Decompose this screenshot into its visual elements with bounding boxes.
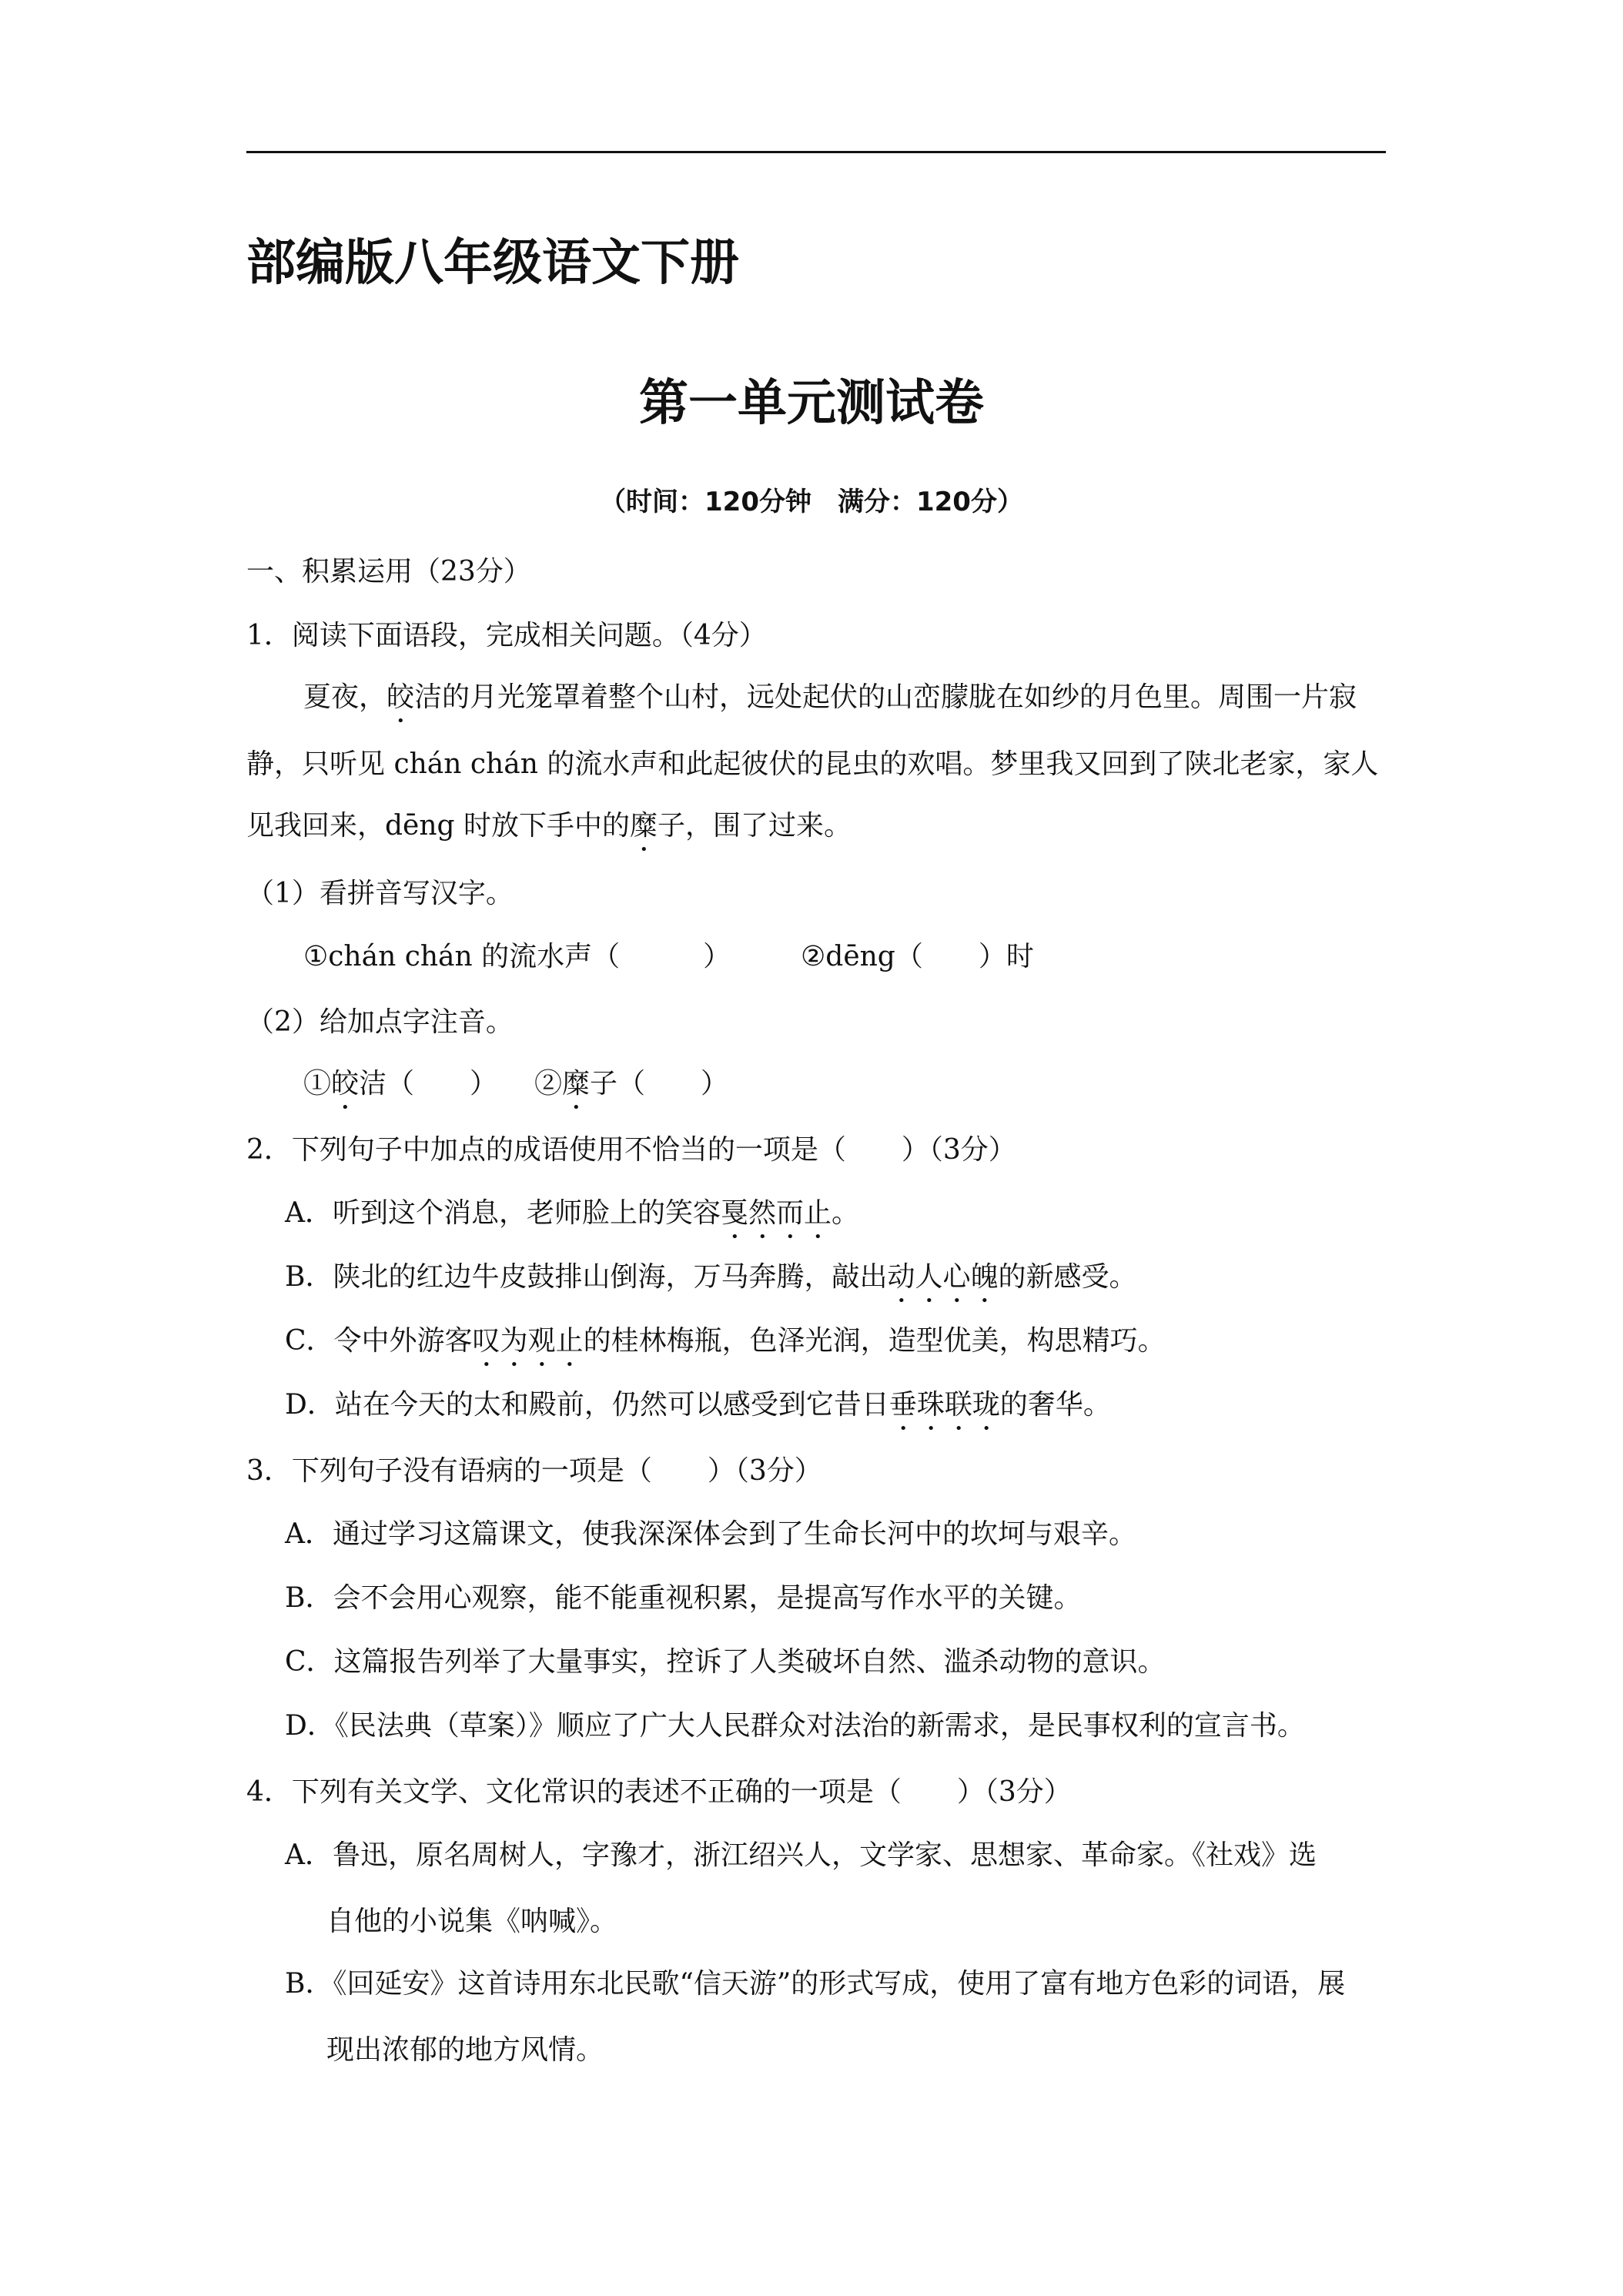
q2-c-post: 的桂林梅瓶，色泽光润，造型优美，构思精巧。 (583, 1325, 1166, 1357)
q1-sub2: （2）给加点字注音。 (246, 1006, 514, 1038)
q1-p1-a: 夏夜， (303, 681, 387, 713)
q1-passage-line-1 (303, 680, 1357, 729)
q1-p3-b: 子，围了过来。 (658, 810, 852, 842)
q1-sub2-item2-dotted: 糜 (562, 1068, 591, 1099)
q2-option-c (285, 1324, 1166, 1373)
q3-stem: 3．下列句子没有语病的一项是（ ）（3分） (246, 1455, 822, 1487)
q4-option-b-line-2: 现出浓郁的地方风情。 (326, 2034, 604, 2066)
q4-option-b-line-1: B．《回延安》这首诗用东北民歌“信天游”的形式写成，使用了富有地方色彩的词语，展 (285, 1968, 1346, 2000)
q3-option-c: C．这篇报告列举了大量事实，控诉了人类破坏自然、滥杀动物的意识。 (285, 1646, 1166, 1678)
q1-p1-b: 洁的月光笼罩着整个山村，远处起伏的山峦朦胧在如纱的月色里。周围一片寂 (414, 681, 1357, 713)
q1-stem: 1．阅读下面语段，完成相关问题。（4分） (246, 620, 767, 651)
q2-d-post: 的奢华。 (999, 1389, 1111, 1421)
q2-stem: 2．下列句子中加点的成语使用不恰当的一项是（ ）（3分） (246, 1134, 1016, 1166)
q3-option-d: D．《民法典（草案）》顺应了广大人民群众对法治的新需求，是民事权利的宣言书。 (285, 1710, 1305, 1742)
exam-meta: （时间：120分钟 满分：120分） (600, 487, 1023, 517)
q2-option-b (285, 1260, 1137, 1309)
document-subtitle: 第一单元测试卷 (639, 375, 984, 432)
q2-d-pre: D．站在今天的太和殿前，仍然可以感受到它昔日 (285, 1389, 889, 1421)
q2-d-idiom: 垂珠联珑 (888, 1389, 1000, 1421)
section-heading: 一、积累运用（23分） (246, 556, 531, 587)
q4-option-a-line-2: 自他的小说集《呐喊》。 (326, 1906, 618, 1937)
q4-stem: 4．下列有关文学、文化常识的表述不正确的一项是（ ）（3分） (246, 1776, 1072, 1808)
q1-sub1: （1）看拼音写汉字。 (246, 878, 514, 909)
q4-option-a-line-1: A．鲁迅，原名周树人，字豫才，浙江绍兴人，文学家、思想家、革命家。《社戏》选 (285, 1839, 1317, 1871)
q1-sub2-item1-num: ① (303, 1068, 332, 1099)
q3-option-b: B．会不会用心观察，能不能重视积累，是提高写作水平的关键。 (285, 1582, 1082, 1614)
q1-sub2-item2-num: ② (534, 1068, 563, 1099)
q1-sub2-item1-rest: 洁（ ） (359, 1068, 498, 1099)
q2-a-post: 。 (832, 1197, 860, 1229)
q2-option-d (285, 1387, 1111, 1437)
q2-b-post: 的新感受。 (998, 1261, 1137, 1293)
q2-option-a (285, 1196, 859, 1245)
q1-passage-line-2: 静，只听见 chán chán 的流水声和此起彼伏的昆虫的欢唱。梦里我又回到了陕北老家，家人 (246, 748, 1379, 780)
header-rule (246, 151, 1386, 153)
q2-c-pre: C．令中外游客 (285, 1325, 473, 1357)
q1-sub2-item1 (303, 1066, 497, 1116)
q2-b-pre: B．陕北的红边牛皮鼓排山倒海，万马奔腾，敲出 (285, 1261, 888, 1293)
document-title: 部编版八年级语文下册 (246, 235, 739, 292)
q1-sub1-item2: ②dēng（ ）时 (801, 941, 1034, 972)
q1-sub2-item2-rest: 子（ ） (590, 1068, 729, 1099)
q3-option-a: A．通过学习这篇课文，使我深深体会到了生命长河中的坎坷与艰辛。 (285, 1518, 1136, 1550)
q1-passage-line-3 (246, 808, 852, 858)
q2-a-idiom: 戛然而止 (721, 1197, 832, 1229)
q1-p1-dotted: 皎 (387, 681, 415, 713)
q1-sub2-item2 (534, 1066, 728, 1116)
q1-sub2-item1-dotted: 皎 (331, 1068, 360, 1099)
q2-a-pre: A．听到这个消息，老师脸上的笑容 (285, 1197, 721, 1229)
q1-p3-dotted: 糜 (630, 810, 658, 842)
q1-p3-a: 见我回来，dēng 时放下手中的 (246, 810, 631, 842)
q1-sub1-item1: ①chán chán 的流水声（ ） (303, 941, 731, 972)
q2-b-idiom: 动人心魄 (887, 1261, 999, 1293)
q2-c-idiom: 叹为观止 (472, 1325, 584, 1357)
